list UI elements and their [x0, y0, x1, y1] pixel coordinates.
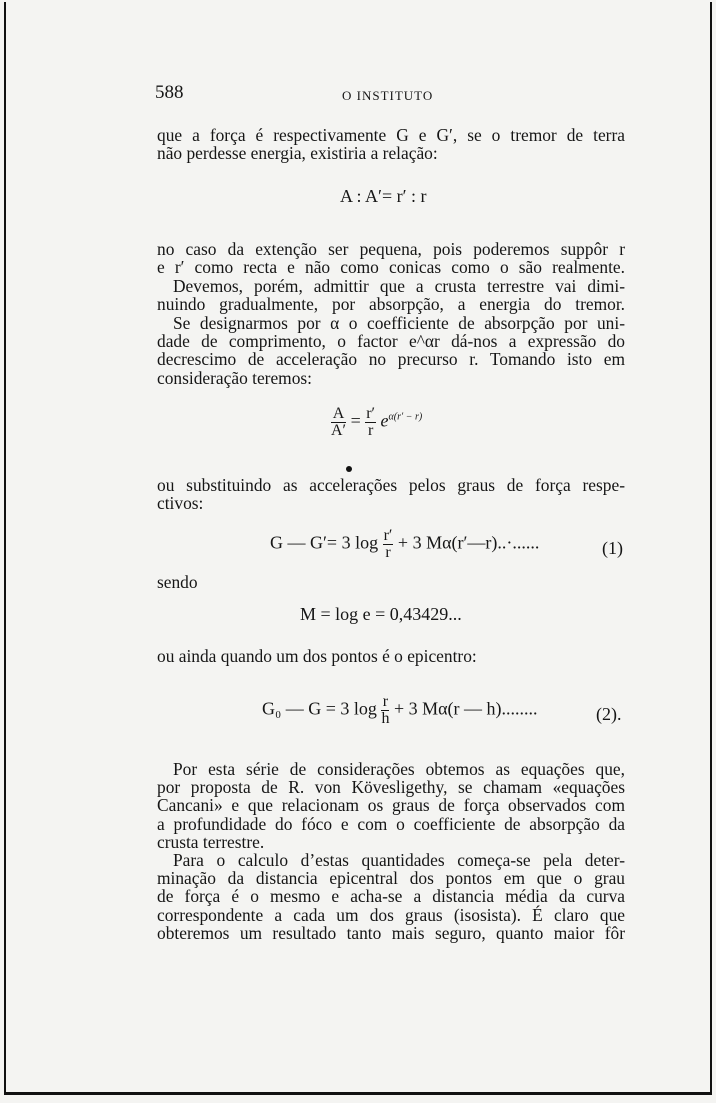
fraction-r: [365, 406, 376, 439]
numerator: r′: [366, 405, 376, 422]
equation-1-label: (1): [602, 538, 623, 558]
text-line: Para o calculo d’estas quantidades começa-se pela deter-: [173, 850, 625, 870]
text-line: ou ainda quando um dos pontos é o epicentro:: [157, 646, 477, 666]
text-line: correspondente a cada um dos graus (isosista). É claro que: [157, 904, 625, 925]
paragraph-7: [157, 760, 625, 851]
text-line: não perdesse energia, existiria a relação:: [157, 143, 438, 164]
numerator: r′: [383, 527, 393, 544]
denominator: A′: [331, 422, 347, 439]
text-line: Se designarmos por α o coefficiente de absorpção por uni-: [173, 313, 625, 333]
denominator: r: [367, 422, 374, 439]
text-line: minação da distancia epicentral dos pontos em que o grau: [157, 868, 625, 889]
equation-exponential: [331, 406, 422, 439]
word-sendo: sendo: [157, 572, 198, 592]
text-line: que a força é respectivamente G e G′, se o tremor de terra: [157, 125, 625, 145]
eq2-rhs: + 3 Mα(r — h)........: [393, 698, 538, 719]
text-line: decrescimo de acceleração no precurso r. Tomando isto em: [157, 349, 625, 370]
eq1-rhs: + 3 Mα(r′—r)..·......: [397, 532, 540, 553]
equation-m: M = log e = 0,43429...: [300, 604, 462, 624]
text-line: Devemos, porém, admittir que a crusta terrestre vai dimi-: [173, 276, 625, 296]
page-number: 588: [155, 82, 184, 103]
eq1-fraction: [383, 528, 394, 561]
paragraph-8: [157, 851, 625, 942]
text-line: por proposta de R. von Kövesligethy, se chamam «equações: [157, 777, 625, 798]
text-line: ctivos:: [157, 493, 204, 514]
text-line: dade de comprimento, o factor e^αr dá-nos a expressão do: [157, 331, 625, 352]
fraction-a: [331, 406, 346, 439]
text-line: ou substituindo as accelerações pelos graus de força respe-: [157, 475, 625, 495]
denominator: h: [381, 710, 390, 727]
paragraph-1: [157, 126, 625, 162]
equation-1: [270, 528, 539, 561]
equals-sign: =: [350, 410, 361, 431]
running-title: O INSTITUTO: [342, 88, 434, 103]
text-line: Por esta série de considerações obtemos as equações que,: [173, 759, 625, 779]
numerator: A: [332, 405, 345, 422]
paragraph-3: [157, 277, 625, 313]
equation-ratio: A : A′= r′ : r: [340, 186, 427, 206]
eq2-fraction: [381, 694, 389, 727]
exponent: α(r′ − r): [388, 411, 423, 423]
paragraph-5: [157, 476, 625, 512]
bullet-dot: [346, 466, 352, 472]
text-line: no caso da extenção ser pequena, pois poderemos suppôr r: [157, 239, 625, 259]
paragraph-6: [157, 647, 625, 665]
text-line: a profundidade do fóco e com o coefficiente de absorpção da: [157, 813, 625, 834]
eq2-lhs: G₀ — G = 3 log: [262, 698, 377, 719]
text-line: Cancani» e que relacionam os graus de força observados com: [157, 795, 625, 816]
eq1-lhs: G — G′= 3 log: [270, 532, 379, 553]
text-line: crusta terrestre.: [157, 831, 265, 852]
paragraph-4: [157, 314, 625, 387]
text-line: e r′ como recta e não como conicas como o são realmente.: [157, 257, 625, 278]
equation-2: [262, 694, 538, 727]
text-line: consideração teremos:: [157, 367, 312, 388]
equation-2-label: (2).: [596, 704, 622, 724]
text-line: obteremos um resultado tanto mais seguro, quanto maior fôr: [157, 922, 625, 943]
paragraph-2: [157, 240, 625, 276]
text-line: nuindo gradualmente, por absorpção, a energia do tremor.: [157, 294, 625, 315]
text-line: de força é o mesmo e acha-se a distancia média da curva: [157, 886, 625, 907]
denominator: r: [385, 544, 391, 561]
numerator: r: [382, 693, 389, 710]
exp-base: e: [380, 410, 389, 431]
